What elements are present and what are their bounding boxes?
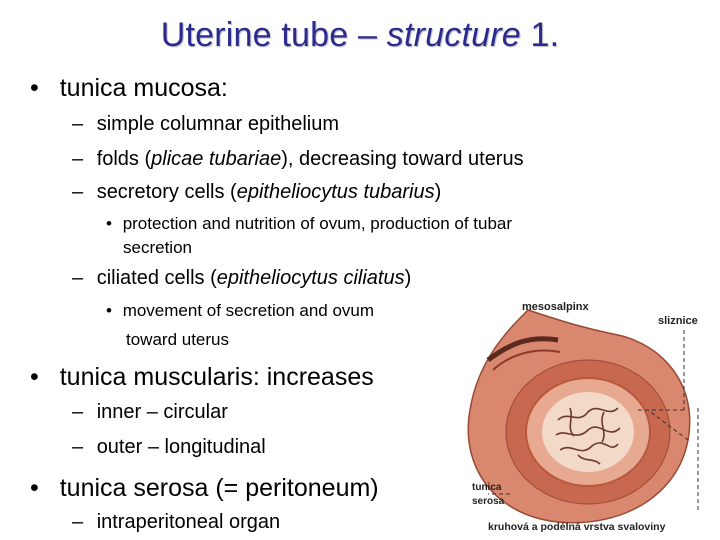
muscularis-text: tunica muscularis: increases <box>59 363 374 391</box>
label-sliznice: sliznice <box>658 315 698 327</box>
title-plain: Uterine tube – <box>160 16 387 54</box>
intraperitoneal-text: intraperitoneal organ <box>96 511 281 533</box>
movement-line1: movement of secretion and ovum <box>122 301 375 320</box>
ciliated-italic: epitheliocytus ciliatus <box>216 267 405 289</box>
subsub-protection <box>106 214 512 234</box>
dash-marker: – <box>72 401 84 423</box>
bullet-marker: • <box>30 474 39 502</box>
inner-text: inner – circular <box>96 401 228 423</box>
sub-folds <box>72 148 524 171</box>
label-serosa: serosa <box>472 496 505 507</box>
dash-marker: – <box>72 511 84 533</box>
dash-marker: – <box>72 148 84 170</box>
sub-outer <box>72 436 266 459</box>
figure-caption: kruhová a podélná vrstva svaloviny <box>488 521 666 533</box>
bullet-serosa <box>30 474 379 503</box>
title-italic: structure <box>386 16 521 54</box>
bullet-marker: • <box>106 301 112 320</box>
uterine-tube-cross-section-figure <box>448 290 720 540</box>
ciliated-pre: ciliated cells ( <box>96 267 217 289</box>
bullet-marker: • <box>30 74 39 102</box>
ciliated-text <box>97 267 412 289</box>
dash-marker: – <box>72 436 84 458</box>
dash-marker: – <box>72 113 84 135</box>
folds-post: ), decreasing toward uterus <box>281 148 524 170</box>
label-tunica: tunica <box>472 482 502 493</box>
bullet-mucosa <box>30 74 228 103</box>
sub-intraperitoneal <box>72 511 280 534</box>
protection-line2: secretion <box>123 238 192 257</box>
movement-line2: toward uterus <box>126 330 229 349</box>
folds-italic: plicae tubariae <box>151 148 282 170</box>
mucosa-text: tunica mucosa: <box>59 74 228 102</box>
simple-columnar-text: simple columnar epithelium <box>96 113 340 135</box>
bullet-marker: • <box>30 363 39 391</box>
serosa-text: tunica serosa (= peritoneum) <box>59 474 379 502</box>
ciliated-post: ) <box>404 267 412 289</box>
secretory-italic: epitheliocytus tubarius <box>236 181 435 203</box>
cross-section-illustration <box>448 290 720 540</box>
dash-marker: – <box>72 267 84 289</box>
sub-secretory <box>72 181 441 204</box>
secretory-text <box>97 181 442 203</box>
folds-pre: folds ( <box>96 148 152 170</box>
sub-inner <box>72 401 228 424</box>
bullet-marker: • <box>106 214 112 233</box>
slide-title <box>0 16 720 55</box>
sub-ciliated <box>72 267 411 290</box>
title-tail: 1. <box>520 16 560 54</box>
bullet-muscularis <box>30 363 374 392</box>
dash-marker: – <box>72 181 84 203</box>
outer-text: outer – longitudinal <box>96 436 266 458</box>
subsub-movement <box>106 301 374 321</box>
secretory-post: ) <box>434 181 442 203</box>
sub-simple-columnar <box>72 113 339 136</box>
protection-line1: protection and nutrition of ovum, production of tubar <box>122 214 513 233</box>
folds-text <box>97 148 524 170</box>
secretory-pre: secretory cells ( <box>96 181 237 203</box>
label-mesosalpinx: mesosalpinx <box>522 301 589 313</box>
